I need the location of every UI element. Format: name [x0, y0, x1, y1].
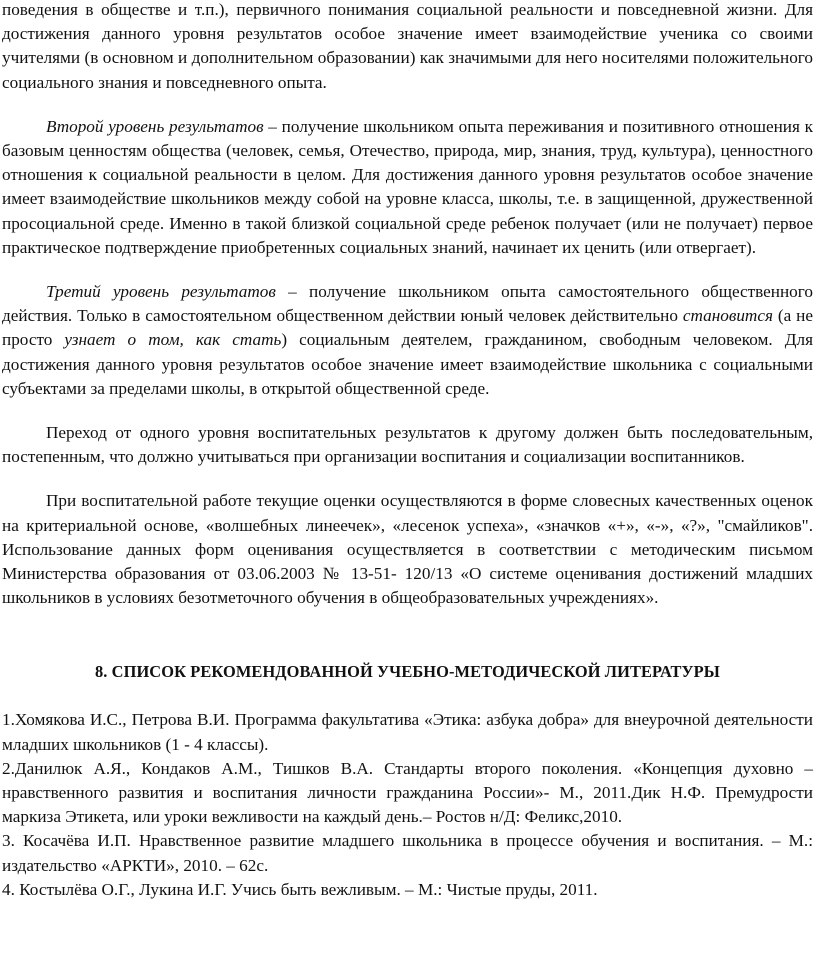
reference-item-1: 1.Хомякова И.С., Петрова В.И. Программа факультатива «Этика: азбука добра» для внеурочной деятельности младших школьников (1 - 4 классы).: [2, 710, 813, 754]
second-level-lead: Второй уровень результатов: [46, 116, 264, 136]
reference-item-3: 3. Косачёва И.П. Нравственное развитие младшего школьника в процессе обучения и воспитания. – М.: издательство «АРКТИ», 2010. – 62с.: [2, 831, 813, 875]
third-level-text-b: (а не просто: [2, 306, 813, 350]
section-heading: 8. СПИСОК РЕКОМЕНДОВАННОЙ УЧЕБНО-МЕТОДИЧЕСКОЙ ЛИТЕРАТУРЫ: [94, 662, 720, 682]
third-level-lead: Третий уровень результатов: [46, 282, 276, 302]
reference-item-4: 4. Костылёва О.Г., Лукина И.Г. Учись быть вежливым. – М.: Чистые пруды, 2011.: [2, 879, 598, 899]
paragraph-third-level: [2, 280, 813, 401]
paragraph-transition: Переход от одного уровня воспитательных результатов к другому должен быть последовательным, постепенным, что должно учитываться при организации воспитания и социализации воспитанников.: [2, 423, 813, 467]
third-level-emphasis-2: узнает о том, как стать: [64, 330, 282, 350]
third-level-text-a: – получение школьником опыта самостоятельного общественного действия. Только в самостоятельном общественном действии юный человек действительно: [2, 282, 813, 326]
reference-item-2: 2.Данилюк А.Я., Кондаков А.М., Тишков В.А. Стандарты второго поколения. «Концепция духовно – нравственного развития и воспитания личности гражданина России»- М., 2011.Дик Н.Ф. Премудрости маркиза Этикета, или уроки вежливости на каждый день.– Ростов н/Д: Феликс,2010.: [2, 758, 813, 827]
second-level-text: – получение школьником опыта переживания и позитивного отношения к базовым ценностям общества (человек, семья, Отечество, природа, мир, знания, труд, культура), ценностного отношения к социальной реальности в целом. Для достижения данного уровня результатов особое значение имеет взаимодействие школьников между собой на уровне класса, школы, т.е. в защищенной, дружественной просоциальной среде. Именно в такой близкой социальной среде ребенок получает (или не получает) первое практическое подтверждение приобретенных социальных знаний, начинает их ценить (или отвергает).: [2, 116, 814, 257]
paragraph-assessment: При воспитательной работе текущие оценки осуществляются в форме словесных качественных оценок на критериальной основе, «волшебных линеечек», «лесенок успеха», «значков «+», «-», «?», "смайликов". Использование данных форм оценивания осуществляется в соответствии с методическим письмом Министерства образования от 03.06.2003 № 13-51- 120/13 «О системе оценивания достижений младших школьников в условиях безотметочного обучения в общеобразовательных учреждениях».: [2, 491, 813, 608]
document-body: [2, 0, 813, 902]
third-level-emphasis-1: становится: [682, 306, 773, 326]
paragraph-second-level: [2, 115, 813, 260]
third-level-text-c: ) социальным деятелем, гражданином, свободным человеком. Для достижения данного уровня результатов особое значение имеет взаимодействие школьника с социальными субъектами за пределами школы, в открытой общественной среде.: [2, 330, 813, 398]
paragraph-first-level-continuation: поведения в обществе и т.п.), первичного понимания социальной реальности и повседневной жизни. Для достижения данного уровня результатов особое значение имеет взаимодействие ученика со своими учителями (в основном и дополнительном образовании) как значимыми для него носителями положительного социального знания и повседневного опыта.: [2, 0, 813, 92]
